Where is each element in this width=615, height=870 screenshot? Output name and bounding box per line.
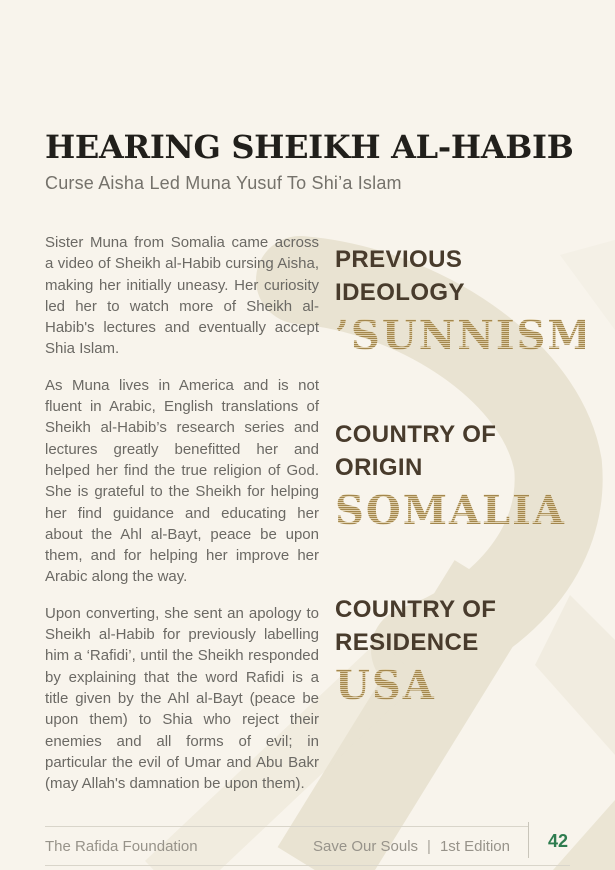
footer-bottom-rule — [45, 865, 570, 866]
footer-top-rule — [45, 826, 528, 827]
info-block-country-of-residence — [335, 593, 585, 709]
info-label: PREVIOUS IDEOLOGY — [335, 246, 465, 306]
info-label: COUNTRY OF RESIDENCE — [335, 596, 497, 656]
info-value: USA — [335, 662, 585, 709]
info-value: ’SUNNISM’ — [335, 312, 610, 359]
footer-divider — [528, 822, 529, 858]
page-title: HEARING SHEIKH AL-HABIB — [45, 128, 574, 166]
footer-publication: Save Our Souls — [312, 838, 419, 855]
footer-publication-info — [313, 838, 510, 855]
info-value: SOMALIA — [335, 487, 585, 534]
info-label: COUNTRY OF ORIGIN — [335, 421, 497, 481]
page-number: 42 — [547, 831, 569, 851]
info-block-previous-ideology — [335, 243, 610, 359]
footer-separator: | — [427, 838, 431, 855]
info-block-country-of-origin — [335, 418, 585, 534]
body-paragraph: Upon converting, she sent an apology to Sheikh al-Habib for previously labelling him a ‘Rafidi’, until the Sheikh responded by explaining that the word Rafidi is a title given by the Ahl al-Bayt (peace be upon them) to Shia who reject their enemies and all forms of evil; in particular the evil of Umar and Abu Bakr (may Allah's damnation be upon them). — [45, 604, 319, 793]
page-subtitle: Curse Aisha Led Muna Yusuf To Shi’a Islam — [45, 173, 402, 193]
footer-edition: 1st Edition — [439, 838, 510, 855]
body-paragraph: Sister Muna from Somalia came across a video of Sheikh al-Habib cursing Aisha, making her initially uneasy. Her curiosity led her to watch more of Sheikh al-Habib's lectures and eventually accept Shia Islam. — [45, 234, 319, 358]
footer-organization: The Rafida Foundation — [45, 838, 198, 855]
body-paragraph: As Muna lives in America and is not fluent in Arabic, English translations of Sheikh al-Habib’s research series and lectures greatly benefitted her and helped her find the true religion of God. She is grateful to the Sheikh for helping her find guidance and educating her about the Ahl al-Bayt, peace be upon them, and for helping her improve her Arabic along the way. — [45, 376, 319, 586]
article-body — [45, 232, 319, 809]
